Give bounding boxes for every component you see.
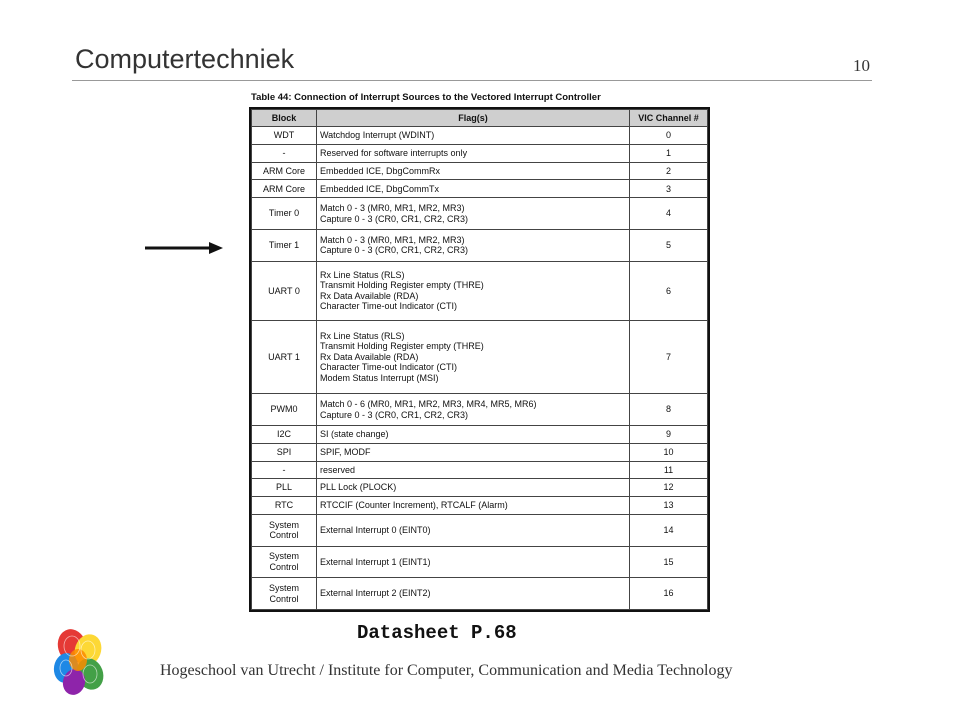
vic-channel-cell: 4 [630,198,708,230]
flags-cell: Match 0 - 6 (MR0, MR1, MR2, MR3, MR4, MR5, MR6) Capture 0 - 3 (CR0, CR1, CR2, CR3) [317,394,630,426]
block-cell: PLL [252,479,317,497]
vic-channel-cell: 7 [630,320,708,393]
table-row [252,144,708,162]
table-row [252,546,708,578]
flags-cell: External Interrupt 2 (EINT2) [317,578,630,610]
slide-title: Computertechniek [75,44,295,74]
vic-channel-cell: 0 [630,127,708,145]
flags-cell: Watchdog Interrupt (WDINT) [317,127,630,145]
table-row [252,479,708,497]
table-row [252,497,708,515]
block-cell: UART 1 [252,320,317,393]
block-cell: - [252,144,317,162]
flags-cell: SI (state change) [317,425,630,443]
block-cell: System Control [252,578,317,610]
vic-channel-cell: 15 [630,546,708,578]
vic-channel-cell: 12 [630,479,708,497]
table-row [252,320,708,393]
flags-cell: PLL Lock (PLOCK) [317,479,630,497]
block-cell: ARM Core [252,162,317,180]
block-cell: UART 0 [252,261,317,320]
vic-channel-cell: 2 [630,162,708,180]
block-cell: System Control [252,546,317,578]
flags-cell: SPIF, MODF [317,443,630,461]
vic-channel-cell: 14 [630,514,708,546]
vic-channel-cell: 8 [630,394,708,426]
table-row [252,514,708,546]
table-row [252,461,708,479]
table-row [252,425,708,443]
vic-channel-cell: 10 [630,443,708,461]
flags-cell: External Interrupt 0 (EINT0) [317,514,630,546]
vic-channel-cell: 1 [630,144,708,162]
vic-channel-cell: 3 [630,180,708,198]
flags-cell: Reserved for software interrupts only [317,144,630,162]
block-cell: PWM0 [252,394,317,426]
flags-cell: reserved [317,461,630,479]
vic-channel-cell: 16 [630,578,708,610]
vic-channel-cell: 5 [630,229,708,261]
table-row [252,578,708,610]
table-row [252,162,708,180]
flags-cell: Rx Line Status (RLS) Transmit Holding Register empty (THRE) Rx Data Available (RDA) Character Time-out Indicator (CTI) [317,261,630,320]
block-cell: - [252,461,317,479]
header-vic-channel: VIC Channel # [630,110,708,127]
block-cell: Timer 0 [252,198,317,230]
block-cell: ARM Core [252,180,317,198]
arrow-right-icon [145,238,225,258]
vic-channel-cell: 13 [630,497,708,515]
interrupt-table [251,109,708,610]
block-cell: WDT [252,127,317,145]
header-flags: Flag(s) [317,110,630,127]
datasheet-reference: Datasheet P.68 [357,622,517,644]
page-number: 10 [853,56,870,75]
flags-cell: Embedded ICE, DbgCommTx [317,180,630,198]
table-row [252,198,708,230]
block-cell: System Control [252,514,317,546]
block-cell: Timer 1 [252,229,317,261]
vic-channel-cell: 9 [630,425,708,443]
table-row [252,229,708,261]
fingerprint-logo-icon [44,624,114,700]
flags-cell: Match 0 - 3 (MR0, MR1, MR2, MR3) Capture 0 - 3 (CR0, CR1, CR2, CR3) [317,229,630,261]
table-row [252,180,708,198]
table-row [252,261,708,320]
interrupt-table-frame [249,107,710,612]
flags-cell: Match 0 - 3 (MR0, MR1, MR2, MR3) Capture 0 - 3 (CR0, CR1, CR2, CR3) [317,198,630,230]
flags-cell: Rx Line Status (RLS) Transmit Holding Register empty (THRE) Rx Data Available (RDA) Character Time-out Indicator (CTI) Modem Status Interrupt (MSI) [317,320,630,393]
title-divider [72,80,872,81]
flags-cell: RTCCIF (Counter Increment), RTCALF (Alarm) [317,497,630,515]
vic-channel-cell: 6 [630,261,708,320]
vic-channel-cell: 11 [630,461,708,479]
table-row [252,127,708,145]
block-cell: I2C [252,425,317,443]
table-row [252,443,708,461]
table-header-row [252,110,708,127]
header-block: Block [252,110,317,127]
footer-institution: Hogeschool van Utrecht / Institute for Computer, Communication and Media Technology [160,662,733,679]
table-row [252,394,708,426]
interrupt-table-body [252,127,708,610]
block-cell: SPI [252,443,317,461]
flags-cell: Embedded ICE, DbgCommRx [317,162,630,180]
block-cell: RTC [252,497,317,515]
flags-cell: External Interrupt 1 (EINT1) [317,546,630,578]
table-caption: Table 44: Connection of Interrupt Sources to the Vectored Interrupt Controller [251,92,601,103]
